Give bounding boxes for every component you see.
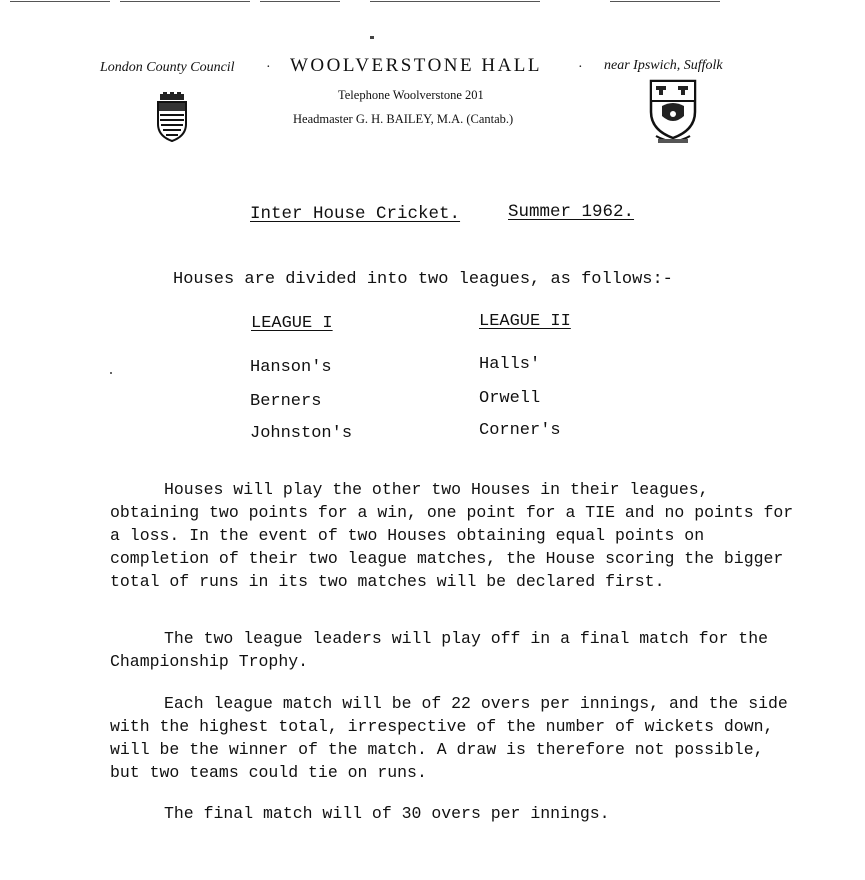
headmaster-line: Headmaster G. H. BAILEY, M.A. (Cantab.) (293, 112, 514, 126)
scan-edge-mark (260, 1, 340, 2)
intro-text: Houses are divided into two leagues, as follows:- (173, 270, 673, 289)
school-shield-icon (648, 78, 698, 144)
document-title: Inter House Cricket. (250, 204, 461, 224)
letterhead-separator: · (578, 60, 583, 75)
paragraph-final: The two league leaders will play off in a final match for the Championship Trophy. (110, 629, 768, 671)
paragraph-overs: Each league match will be of 22 overs per innings, and the side with the highest total, irrespective of the number of wickets down, will be the winner of the match. A draw is therefore not possible, but two teams could tie on runs. (110, 694, 788, 782)
council-name: London County Council (100, 60, 235, 75)
scan-edge-mark (370, 1, 540, 2)
league-2-house: Corner's (479, 421, 561, 440)
league-2-house: Halls' (479, 355, 541, 374)
paragraph-final-overs: The final match will of 30 overs per innings. (164, 804, 610, 823)
scan-speck (110, 372, 112, 374)
league-2-heading: LEAGUE II (479, 312, 571, 331)
paragraph-points: Houses will play the other two Houses in their leagues, obtaining two points for a win, one point for a TIE and no points for a loss. In the event of two Houses obtaining equal points on completion of their two league matches, the House scoring the bigger total of runs in its two matches will be declared first. (110, 480, 794, 591)
school-name: WOOLVERSTONE HALL (290, 55, 543, 76)
scan-speck (370, 36, 374, 39)
league-2-house: Orwell (479, 389, 541, 408)
league-1-heading: LEAGUE I (251, 314, 333, 333)
school-location: near Ipswich, Suffolk (604, 58, 723, 73)
scan-edge-mark (610, 1, 720, 2)
scan-edge-mark (10, 1, 110, 2)
lcc-crest-icon (154, 92, 190, 142)
letterhead-separator: · (266, 60, 271, 75)
document-season: Summer 1962. (508, 202, 635, 222)
league-1-house: Hanson's (250, 358, 332, 377)
league-1-house: Berners (250, 392, 322, 411)
telephone-line: Telephone Woolverstone 201 (338, 88, 484, 102)
scan-edge-mark (120, 1, 250, 2)
league-1-house: Johnston's (250, 424, 353, 443)
